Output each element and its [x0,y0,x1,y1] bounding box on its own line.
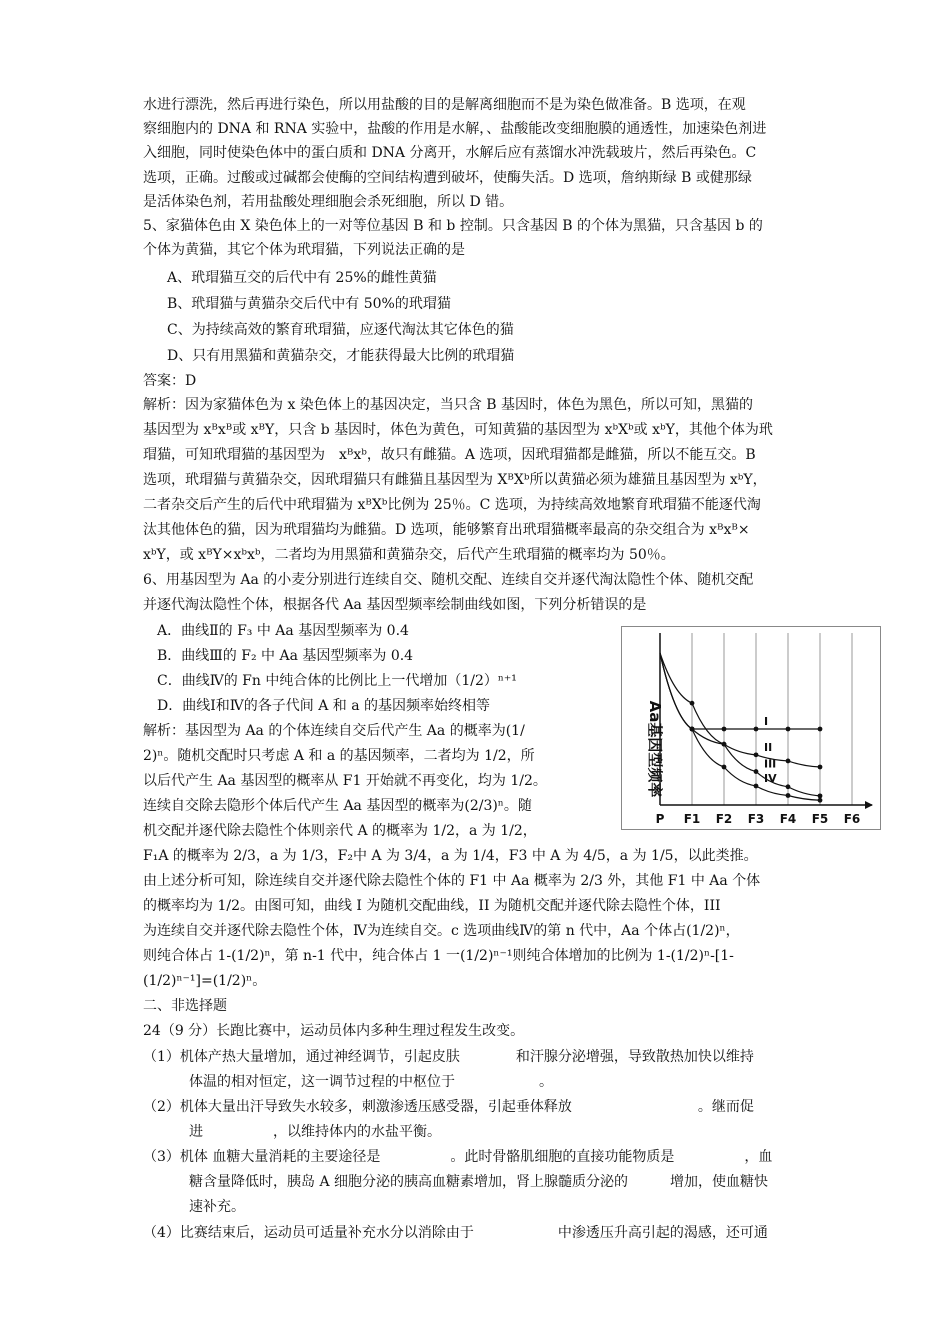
x-tick-label: P [655,812,665,826]
q6-option-a: A．曲线Ⅱ的 F₃ 中 Aa 基因型频率为 0.4 [157,623,409,639]
question-5-stem: 5、家猫体色由 X 染色体上的一对等位基因 B 和 b 控制。只含基因 B 的个体为黑猫，只含基因 b 的 [143,218,763,234]
q24-part-2: （2）机体大量出汗导致失水较多，刺激渗透压感受器，引起垂体释放 。继而促 [143,1099,754,1115]
series-label: I [764,715,769,728]
data-point [690,727,695,732]
x-tick-label: F1 [683,812,701,826]
data-point [818,793,823,798]
data-point [754,727,759,732]
question-24-stem: 24（9 分）长跑比赛中，运动员体内多种生理过程发生改变。 [143,1023,525,1039]
q24-part-1: （1）机体产热大量增加，通过神经调节，引起皮肤 和汗腺分泌增强，导致散热加快以维持 [143,1049,754,1065]
q24-part-3: （3）机体 血糖大量消耗的主要途径是 。此时骨骼肌细胞的直接功能物质是 ，血 [143,1149,773,1165]
q6-option-c: C．曲线Ⅳ的 Fn 中纯合体的比例比上一代增加（1/2）ⁿ⁺¹ [157,673,517,689]
q5-analysis-line: 汰其他体色的猫，因为玳瑁猫均为雌猫。D 选项，能够繁育出玳瑁猫概率最高的杂交组合为 xᴮxᴮ× [143,522,750,538]
question-6-stem: 并逐代淘汰隐性个体，根据各代 Aa 基因型频率绘制曲线如图，下列分析错误的是 [143,597,647,613]
series-line [660,653,820,796]
q6-analysis-line: 则纯合体占 1-(1/2)ⁿ，第 n-1 代中，纯合体占 1 一(1/2)ⁿ⁻¹则纯合体增加的比例为 1-(1/2)ⁿ-[1- [143,948,734,964]
chart-svg [622,627,880,829]
x-tick-label: F2 [715,812,733,826]
text-line: 选项，正确。过酸或过碱都会使酶的空间结构遭到破坏，使酶失活。D 选项，詹纳斯绿 B 或健那绿 [143,170,752,186]
q5-option-a: A、玳瑁猫互交的后代中有 25%的雌性黄猫 [167,270,437,286]
data-point [722,742,727,747]
data-point [722,765,727,770]
data-point [690,701,695,706]
data-point [754,769,759,774]
q24-part-1-cont: 体温的相对恒定，这一调节过程的中枢位于 。 [189,1074,553,1090]
data-point [786,784,791,789]
question-5-stem: 个体为黄猫，其它个体为玳瑁猫，下列说法正确的是 [143,242,465,258]
data-point [818,798,823,803]
q6-option-b: B．曲线Ⅲ的 F₂ 中 Aa 基因型频率为 0.4 [157,648,414,664]
q6-analysis-line: 以后代产生 Aa 基因型的概率从 F1 开始就不再变化，均为 1/2。 [143,773,547,789]
text-line: 水进行漂洗，然后再进行染色，所以用盐酸的目的是解离细胞而不是为染色做准备。B 选项，在观 [143,97,746,113]
data-point [818,727,823,732]
q5-analysis-line: 瑁猫，可知玳瑁猫的基因型为 xᴮxᵇ，故只有雌猫。A 选项，因玳瑁猫都是雌猫，所以不能互交。B [143,447,756,463]
q6-analysis-line: 机交配并逐代除去隐性个体则亲代 A 的概率为 1/2，a 为 1/2， [143,823,537,839]
q24-part-4: （4）比赛结束后，运动员可适量补充水分以消除由于 中渗透压升高引起的渴感，还可通 [143,1225,768,1241]
x-axis-arrow [865,801,873,809]
text-line: 是活体染色剂，若用盐酸处理细胞会杀死细胞，所以 D 错。 [143,194,514,210]
x-tick-label: F4 [779,812,797,826]
y-axis-label: Aa基因型频率 [646,700,664,798]
text-line: 察细胞内的 DNA 和 RNA 实验中，盐酸的作用是水解，、盐酸能改变细胞膜的通透性，加速染色剂进 [143,121,767,137]
series-label: III [764,757,777,771]
q6-analysis-line: 为连续自交并逐代除去隐性个体，Ⅳ为连续自交。c 选项曲线Ⅳ的第 n 代中，Aa 个体占(1/2)ⁿ， [143,923,740,939]
series-label: II [764,740,773,754]
q24-part-3-cont: 糖含量降低时，胰岛 A 细胞分泌的胰高血糖素增加，肾上腺髓质分泌的 增加，使血糖快 [189,1174,769,1190]
q6-analysis-line: 2)ⁿ。随机交配时只考虑 A 和 a 的基因频率，二者均为 1/2，所 [143,748,535,764]
series-line [660,653,820,729]
text-line: 入细胞，同时使染色体中的蛋白质和 DNA 分离开，水解后应有蒸馏水冲洗载玻片，然后再染色。C [143,145,757,161]
data-point [786,727,791,732]
series-label: IV [764,772,777,785]
x-tick-label: F3 [747,812,765,826]
q6-analysis-line: (1/2)ⁿ⁻¹]=(1/2)ⁿ。 [143,973,267,989]
q6-analysis-line: 解析：基因型为 Aa 的个体连续自交后代产生 Aa 的概率为(1/ [143,723,525,739]
q6-analysis-line: 的概率均为 1/2。由图可知，曲线 I 为随机交配曲线，II 为随机交配并逐代除去隐性个体，III [143,898,721,914]
x-tick-label: F6 [843,812,861,826]
q24-part-2-cont: 进 ，以维持体内的水盐平衡。 [189,1124,441,1140]
data-point [754,784,759,789]
series-line [660,653,820,800]
q5-analysis-line: xᵇY，或 xᴮY×xᵇxᵇ，二者均为用黑猫和黄猫杂交，后代产生玳瑁猫的概率均为 50％。 [143,547,675,563]
q6-analysis-line: 连续自交除去隐形个体后代产生 Aa 基因型的概率为(2/3)ⁿ。随 [143,798,532,814]
q6-analysis-line: F₁A 的概率为 2/3，a 为 1/3，F₂中 A 为 3/4，a 为 1/4，F3 中 A 为 4/5，a 为 1/5，以此类推。 [143,848,758,864]
data-point [754,752,759,757]
data-point [818,765,823,770]
q24-part-3-cont: 速补充。 [189,1199,245,1215]
q5-option-b: B、玳瑁猫与黄猫杂交后代中有 50%的玳瑁猫 [167,296,451,312]
genotype-frequency-chart [621,626,881,830]
q5-option-d: D、只有用黑猫和黄猫杂交，才能获得最大比例的玳瑁猫 [167,348,515,364]
data-point [786,759,791,764]
x-tick-label: F5 [811,812,829,826]
q6-analysis-line: 由上述分析可知，除连续自交并逐代除去隐性个体的 F1 中 Aa 概率为 2/3 外，其他 F1 中 Aa 个体 [143,873,761,889]
q5-analysis-line: 二者杂交后产生的后代中玳瑁猫为 xᴮXᵇ比例为 25％。C 选项，为持续高效地繁育玳瑁猫不能逐代淘 [143,497,761,513]
q5-analysis-line: 选项，玳瑁猫与黄猫杂交，因玳瑁猫只有雌猫且基因型为 XᴮXᵇ所以黄猫必须为雄猫且基因型为 xᵇY， [143,472,767,488]
q5-option-c: C、为持续高效的繁育玳瑁猫，应逐代淘汰其它体色的猫 [167,322,514,338]
q5-analysis-line: 解析：因为家猫体色为 x 染色体上的基因决定，当只含 B 基因时，体色为黑色，所以可知，黑猫的 [143,397,753,413]
data-point [786,793,791,798]
series-line [660,653,820,767]
question-6-stem: 6、用基因型为 Aa 的小麦分别进行连续自交、随机交配、连续自交并逐代淘汰隐性个体、随机交配 [143,572,754,588]
q5-answer: 答案：D [143,373,197,389]
data-point [722,727,727,732]
q5-analysis-line: 基因型为 xᴮxᴮ或 xᴮY，只含 b 基因时，体色为黄色，可知黄猫的基因型为 xᵇXᵇ或 xᵇY，其他个体为玳 [143,422,773,438]
section-heading: 二、非选择题 [143,998,227,1014]
q6-option-d: D．曲线Ⅰ和Ⅳ的各子代间 A 和 a 的基因频率始终相等 [157,698,490,714]
